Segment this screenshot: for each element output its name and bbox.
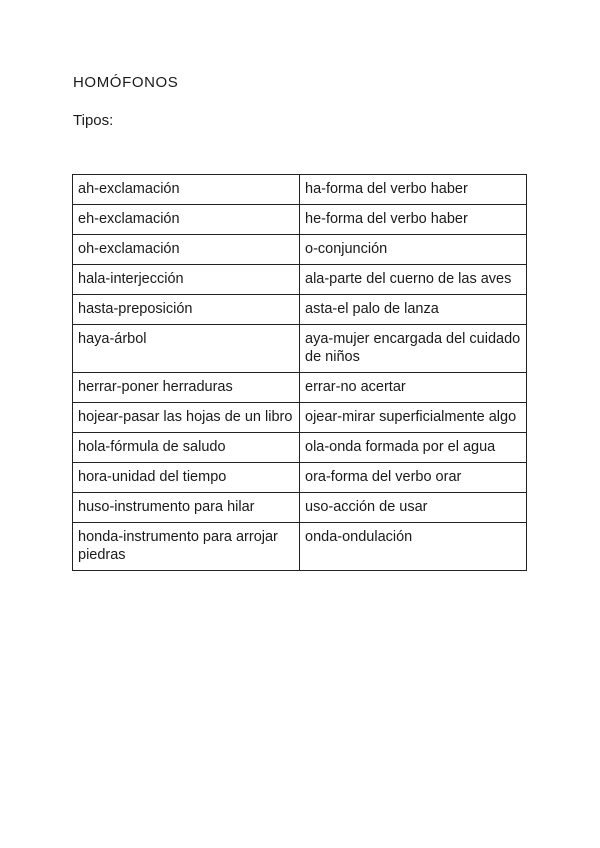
table-row — [73, 373, 527, 403]
table-cell: honda-instrumento para arrojar piedras — [73, 523, 300, 571]
table-cell: onda-ondulación — [300, 523, 527, 571]
table-cell: he-forma del verbo haber — [300, 205, 527, 235]
table-cell: haya-árbol — [73, 325, 300, 373]
table-row — [73, 205, 527, 235]
table-row — [73, 493, 527, 523]
table-cell: hola-fórmula de saludo — [73, 433, 300, 463]
document-title: HOMÓFONOS — [73, 74, 179, 91]
table-row — [73, 235, 527, 265]
table-row — [73, 325, 527, 373]
table-cell: ha-forma del verbo haber — [300, 175, 527, 205]
homophones-table — [72, 174, 527, 571]
table-cell: hala-interjección — [73, 265, 300, 295]
table-row — [73, 523, 527, 571]
table-cell: aya-mujer encargada del cuidado de niños — [300, 325, 527, 373]
table-cell: herrar-poner herraduras — [73, 373, 300, 403]
table-row — [73, 295, 527, 325]
table-row — [73, 463, 527, 493]
table-cell: ola-onda formada por el agua — [300, 433, 527, 463]
table-cell: ora-forma del verbo orar — [300, 463, 527, 493]
table-cell: ojear-mirar superficialmente algo — [300, 403, 527, 433]
table-cell: ala-parte del cuerno de las aves — [300, 265, 527, 295]
table-cell: huso-instrumento para hilar — [73, 493, 300, 523]
section-subtitle: Tipos: — [73, 112, 114, 129]
table-cell: o-conjunción — [300, 235, 527, 265]
table-cell: hojear-pasar las hojas de un libro — [73, 403, 300, 433]
table-row — [73, 403, 527, 433]
table-cell: errar-no acertar — [300, 373, 527, 403]
table-cell: ah-exclamación — [73, 175, 300, 205]
table-row — [73, 265, 527, 295]
table-cell: hora-unidad del tiempo — [73, 463, 300, 493]
table-cell: uso-acción de usar — [300, 493, 527, 523]
table-cell: eh-exclamación — [73, 205, 300, 235]
table-cell: oh-exclamación — [73, 235, 300, 265]
table-row — [73, 433, 527, 463]
table-cell: hasta-preposición — [73, 295, 300, 325]
table-cell: asta-el palo de lanza — [300, 295, 527, 325]
table-row — [73, 175, 527, 205]
